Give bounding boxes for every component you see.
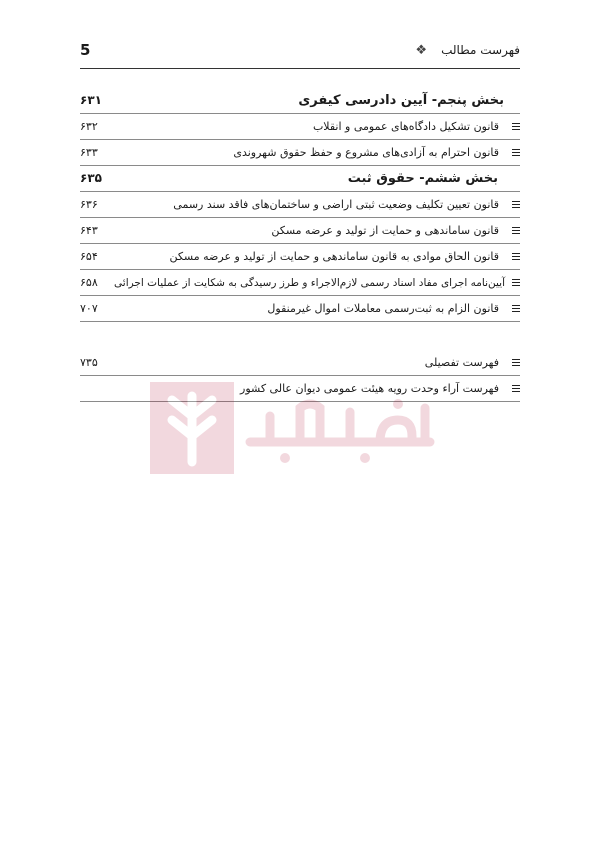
toc-page: ۶۵۴ xyxy=(80,250,98,263)
ornament-icon: ❖ xyxy=(415,42,428,58)
toc-title: فهرست تفصیلی xyxy=(424,356,499,369)
toc-title: بخش پنجم- آیین دادرسی کیفری xyxy=(298,93,504,108)
toc-title: فهرست آراء وحدت رویه هیئت عمومی دیوان عالی کشور xyxy=(240,382,499,395)
page-header xyxy=(80,38,520,62)
watermark-dot xyxy=(393,399,403,409)
toc-page: ۶۳۶ xyxy=(80,198,98,211)
toc-entry xyxy=(80,244,520,270)
toc-title: آیین‌نامه اجرای مفاد اسناد رسمی لازم‌الاجراء و طرز رسیدگی به شکایت از عملیات اجرائی xyxy=(114,276,505,289)
toc-page: ۶۵۸ xyxy=(80,276,98,289)
watermark-dot xyxy=(360,453,370,463)
toc-section-heading xyxy=(80,166,520,192)
watermark-dot xyxy=(280,453,290,463)
list-bullet-icon xyxy=(512,303,520,314)
list-bullet-icon xyxy=(512,383,520,394)
toc-entry xyxy=(80,114,520,140)
list-bullet-icon xyxy=(512,121,520,132)
toc-title: قانون تشکیل دادگاه‌های عمومی و انقلاب xyxy=(312,120,499,133)
toc-entry xyxy=(80,296,520,322)
toc-page: ۷۰۷ xyxy=(80,302,98,315)
toc-page: ۶۳۱ xyxy=(80,93,102,107)
toc-page: ۶۳۳ xyxy=(80,146,98,159)
header-rule xyxy=(80,68,520,69)
publisher-watermark-logo xyxy=(150,382,450,474)
toc-title: قانون ساماندهی و حمایت از تولید و عرضه مسکن xyxy=(271,224,499,237)
toc-page: ۶۳۵ xyxy=(80,171,102,185)
toc-page: ۷۳۵ xyxy=(80,356,98,369)
toc-title: قانون الحاق موادی به قانون ساماندهی و حمایت از تولید و عرضه مسکن xyxy=(169,250,499,263)
toc-section-heading xyxy=(80,88,520,114)
list-bullet-icon xyxy=(512,147,520,158)
page-number: 5 xyxy=(80,41,91,59)
toc-title: بخش ششم- حقوق ثبت xyxy=(347,171,498,186)
toc-page: ۶۳۲ xyxy=(80,120,98,133)
toc-title: قانون احترام به آزادی‌های مشروع و حفظ حقوق شهروندی xyxy=(233,146,499,159)
toc-entry xyxy=(80,140,520,166)
section-gap xyxy=(80,322,520,350)
toc-entry xyxy=(80,350,520,376)
toc-entry xyxy=(80,192,520,218)
list-bullet-icon xyxy=(512,277,520,288)
toc-page: ۶۴۳ xyxy=(80,224,98,237)
running-title: فهرست مطالب xyxy=(441,43,520,57)
table-of-contents xyxy=(80,88,520,402)
toc-entry xyxy=(80,218,520,244)
list-bullet-icon xyxy=(512,225,520,236)
list-bullet-icon xyxy=(512,199,520,210)
toc-page xyxy=(80,376,150,401)
watermark-wordmark xyxy=(250,404,430,442)
toc-entry xyxy=(80,270,520,296)
list-bullet-icon xyxy=(512,251,520,262)
toc-title: قانون تعیین تکلیف وضعیت ثبتی اراضی و ساختمان‌های فاقد سند رسمی xyxy=(173,198,499,211)
toc-title: قانون الزام به ثبت‌رسمی معاملات اموال غیرمنقول xyxy=(267,302,499,315)
list-bullet-icon xyxy=(512,357,520,368)
